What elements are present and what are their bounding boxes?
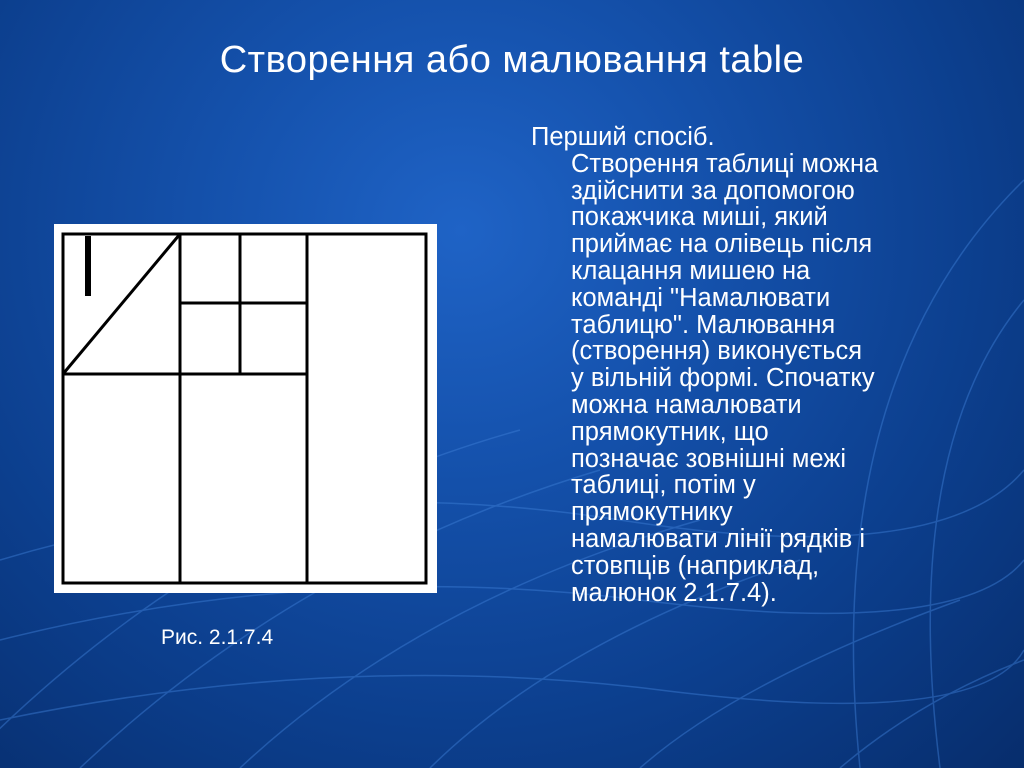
body-paragraph: Створення таблиці можна здійснити за допомогою покажчика миші, який приймає на олівець після клацання мишею на команді "Намалювати таблицю". Малювання (створення) виконується у вільній формі. Спочатку можна намалювати прямокутник, що позначає зовнішні межі таблиці, потім у прямокутнику намалювати лінії рядків і стовпців (наприклад, малюнок 2.1.7.4). <box>571 149 879 607</box>
pencil-cursor-icon <box>85 236 91 296</box>
figure-panel <box>54 224 437 593</box>
figure-caption: Рис. 2.1.7.4 <box>161 626 274 649</box>
table-drawing-icon <box>54 224 437 593</box>
slide-title: Створення або малювання table <box>219 39 805 81</box>
diagonal-line <box>63 234 180 374</box>
body-first-line: Перший спосіб. <box>531 123 715 151</box>
body-text <box>531 124 1001 606</box>
table-outer-border <box>63 234 426 583</box>
